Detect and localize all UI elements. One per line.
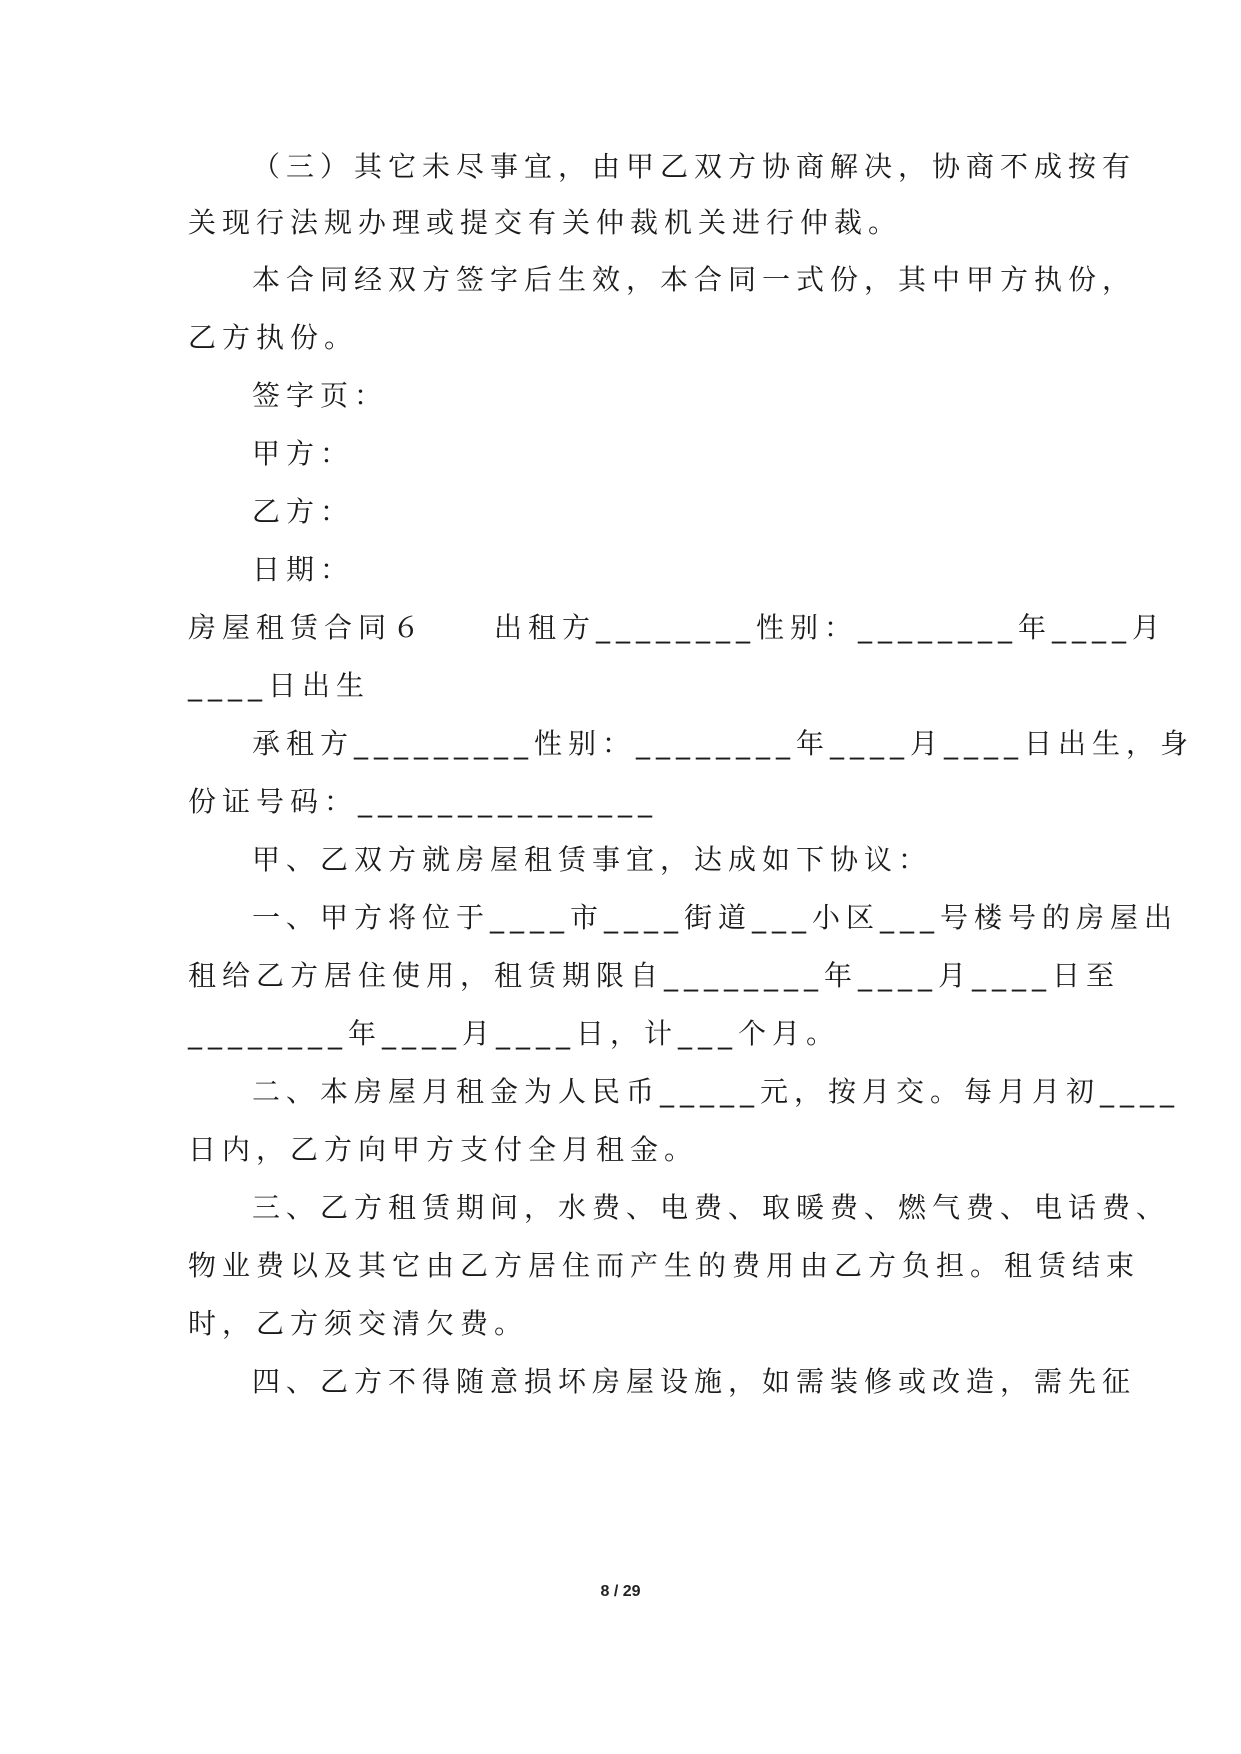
party-a-label: 甲方： (252, 437, 355, 470)
paragraph-line: 四、乙方不得随意损坏房屋设施，如需装修或改造，需先征 (252, 1365, 1137, 1398)
paragraph-line: 承租方_________性别：________年____月____日出生，身 (252, 727, 1195, 760)
paragraph-line: 本合同经双方签字后生效，本合同一式份，其中甲方执份， (252, 263, 1137, 296)
contract-heading-line: 房屋租赁合同６ 出租方________性别：________年____月 (188, 611, 1167, 644)
paragraph-line: 租给乙方居住使用，租赁期限自________年____月____日至 (188, 959, 1121, 992)
date-label: 日期： (252, 553, 355, 586)
paragraph-line: 三、乙方租赁期间，水费、电费、取暖费、燃气费、电话费、 (252, 1191, 1171, 1224)
signature-page-label: 签字页： (252, 379, 389, 412)
paragraph-line: 物业费以及其它由乙方居住而产生的费用由乙方负担。租赁结束 (188, 1249, 1141, 1282)
paragraph-line: ____日出生 (188, 669, 371, 702)
paragraph-line: 二、本房屋月租金为人民币_____元，按月交。每月月初____ (252, 1075, 1181, 1108)
party-b-label: 乙方： (252, 495, 355, 528)
paragraph-line: 日内，乙方向甲方支付全月租金。 (188, 1133, 699, 1166)
paragraph-line: 乙方执份。 (188, 321, 359, 354)
paragraph-line: （三）其它未尽事宜，由甲乙双方协商解决，协商不成按有 (252, 150, 1137, 183)
paragraph-line: 甲、乙双方就房屋租赁事宜，达成如下协议： (252, 843, 933, 876)
paragraph-line: 关现行法规办理或提交有关仲裁机关进行仲裁。 (188, 206, 903, 239)
paragraph-line: 份证号码：_______________ (188, 785, 659, 818)
paragraph-line: ________年____月____日，计___个月。 (188, 1017, 841, 1050)
page-number: 8 / 29 (600, 1583, 641, 1600)
paragraph-line: 时，乙方须交清欠费。 (188, 1307, 529, 1340)
paragraph-line: 一、甲方将位于____市____街道___小区___号楼号的房屋出 (252, 901, 1179, 934)
